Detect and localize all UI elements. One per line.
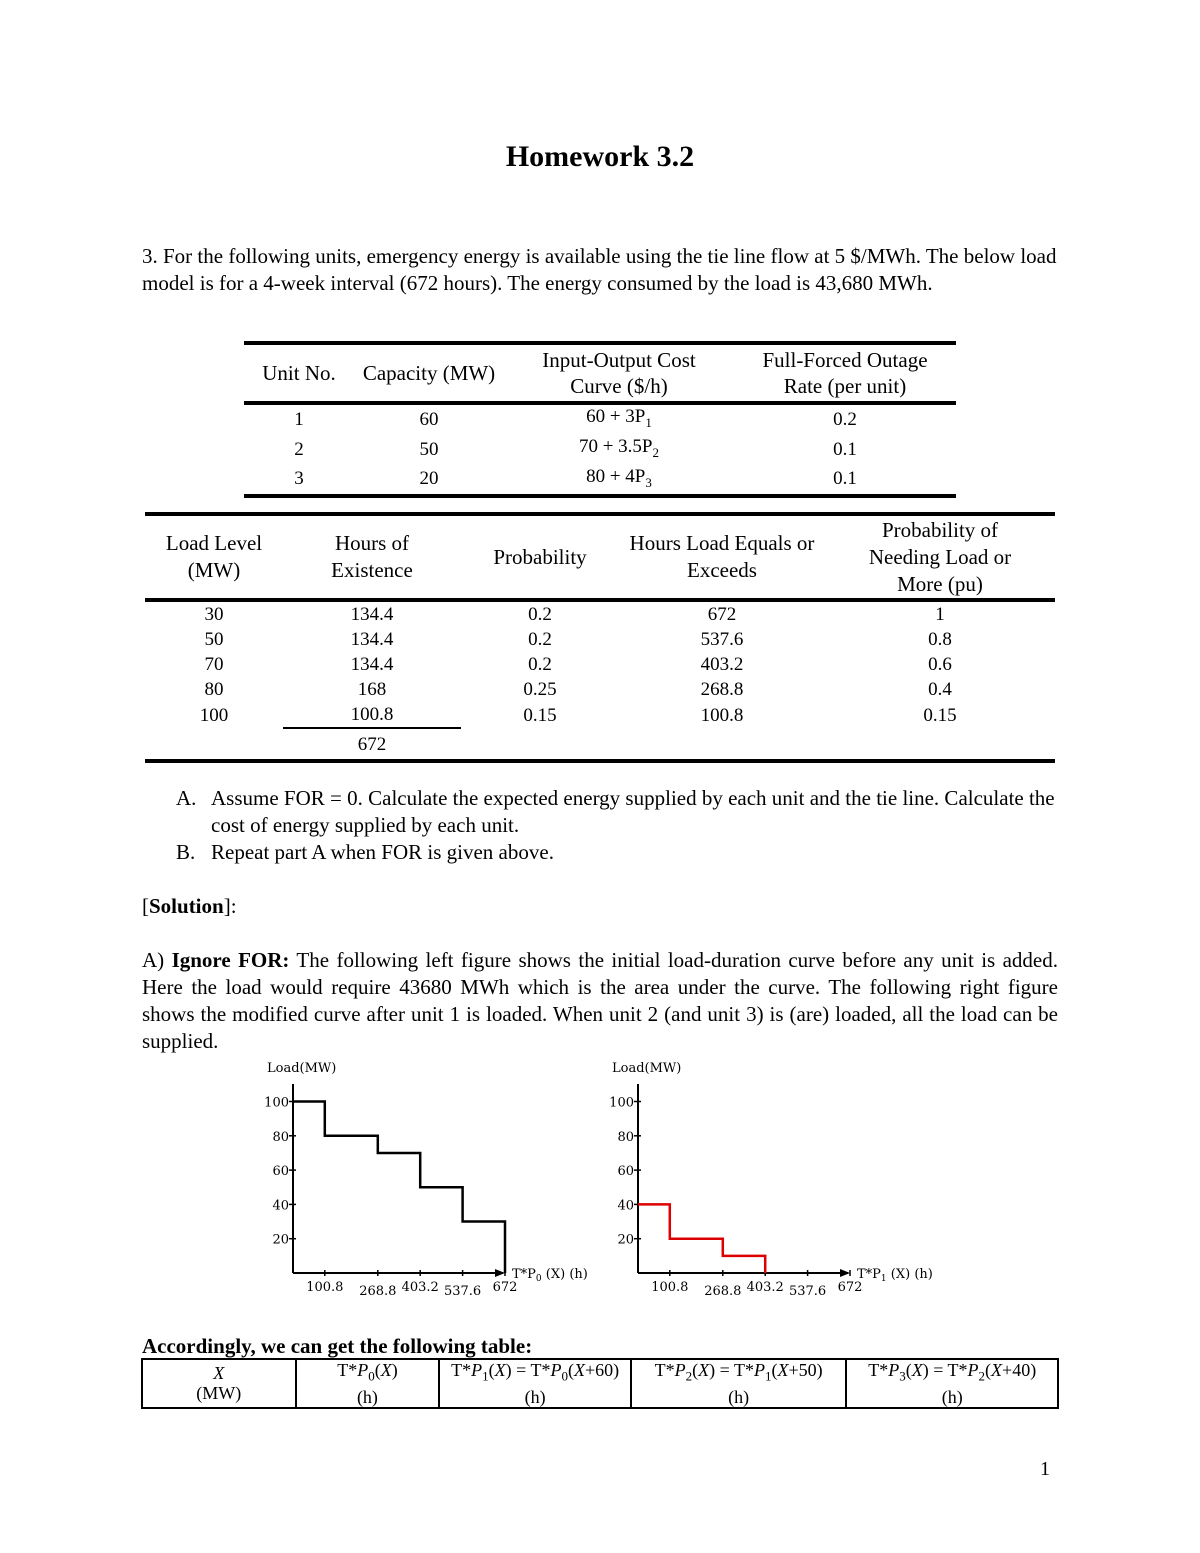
unit-for: 0.1 — [833, 468, 857, 490]
table-intro: Accordingly, we can get the following table: — [142, 1334, 533, 1358]
part-text: Assume FOR = 0. Calculate the expected energy supplied by each unit and the tie line. Calculate the cost of energy supplied by each unit. — [211, 786, 1055, 837]
x-tick-label: 403.2 — [746, 1280, 784, 1295]
load-header-level: Load Level (MW) — [145, 514, 283, 600]
load-duration-curve-initial — [255, 1056, 595, 1304]
unit-no: 2 — [294, 438, 304, 460]
x-tick-label: 100.8 — [306, 1280, 344, 1295]
solution-a-bold: Ignore FOR: — [171, 948, 290, 972]
table-cell: 1 — [935, 604, 945, 625]
table-row — [145, 627, 1055, 652]
units-header-for: Full-Forced Outage Rate (per unit) — [734, 343, 956, 403]
units-table — [244, 341, 956, 498]
y-tick-label: 20 — [272, 1232, 289, 1248]
table-row — [145, 600, 1055, 627]
units-header-cost: Input-Output Cost Curve ($/h) — [504, 343, 734, 403]
page-number: 1 — [1040, 1458, 1050, 1480]
table-cell: 403.2 — [700, 654, 744, 675]
unit-capacity: 20 — [419, 468, 439, 490]
solution-part-a: A) Ignore FOR: The following left figure shows the initial load-duration curve before any unit is added. Here the load would require 43680 MWh which is the area under the curve. The following right figure shows the modified curve after unit 1 is loaded. When unit 2 (and unit 3) is (are) loaded, all the load can be supplied. — [142, 948, 1058, 1053]
y-tick-label: 40 — [272, 1198, 289, 1214]
x-axis-arrow — [495, 1269, 505, 1277]
table-cell: 100.8 — [350, 704, 394, 725]
y-tick-label: 80 — [272, 1129, 289, 1145]
chart-svg — [600, 1056, 945, 1304]
y-axis-label: Load(MW) — [612, 1061, 682, 1076]
table-cell: 0.2 — [528, 604, 552, 625]
x-tick-label: 672 — [837, 1280, 863, 1295]
y-tick-label: 80 — [617, 1129, 634, 1145]
chart-svg — [255, 1056, 595, 1304]
table-cell: 134.4 — [350, 654, 394, 675]
x-axis-label: $T*P_1$ (X) (h) — [857, 1267, 933, 1284]
table-row — [244, 435, 956, 465]
unit-no: 3 — [294, 468, 304, 490]
part-text: Repeat part A when FOR is given above. — [211, 840, 554, 864]
table-cell: 0.15 — [523, 704, 557, 726]
unit-no: 1 — [294, 408, 304, 430]
table-cell: 100.8 — [700, 704, 744, 726]
table-cell: 0.2 — [528, 629, 552, 650]
unit-for: 0.1 — [833, 438, 857, 460]
part-label: B. — [176, 840, 196, 864]
table-cell: 268.8 — [700, 679, 744, 700]
table-row — [145, 702, 1055, 728]
table-cell: 70 — [204, 654, 224, 675]
load-header-hours: Hours of Existence — [283, 514, 461, 600]
x-tick-label: 403.2 — [401, 1280, 439, 1295]
page-title: Homework 3.2 — [505, 140, 695, 173]
table-cell: 0.15 — [923, 704, 957, 726]
question-part-b — [176, 839, 1056, 866]
x-tick-label: 672 — [492, 1280, 518, 1295]
part-label: A. — [176, 786, 197, 810]
units-header-unit: Unit No. — [244, 343, 354, 403]
total-hours: 672 — [283, 728, 461, 761]
unit-cost-curve: $70 + 3.5P_2$ — [578, 435, 660, 460]
table-row — [145, 677, 1055, 702]
y-axis-label: Load(MW) — [267, 1061, 337, 1076]
table-cell: 50 — [204, 629, 224, 650]
unit-capacity: 50 — [419, 438, 439, 460]
unit-capacity: 60 — [419, 408, 439, 430]
load-header-exceeds: Hours Load Equals or Exceeds — [619, 514, 825, 600]
table-cell: 0.6 — [928, 654, 952, 675]
total-row — [145, 728, 1055, 761]
table-cell: 672 — [707, 604, 737, 625]
header-x: X (MW) — [142, 1359, 296, 1408]
x-tick-label: 100.8 — [651, 1280, 689, 1295]
y-tick-label: 100 — [264, 1095, 289, 1111]
y-tick-label: 20 — [617, 1232, 634, 1248]
unit-cost-curve: $60 + 3P_1$ — [586, 406, 652, 430]
table-cell: 134.4 — [350, 629, 394, 650]
units-header-capacity: Capacity (MW) — [354, 343, 504, 403]
y-tick-label: 40 — [617, 1198, 634, 1214]
table-cell: 0.8 — [928, 629, 952, 650]
equivalent-load-table — [141, 1358, 1059, 1409]
header-p3: $T*P_3(X) = T*P_2(X+40)$ (h) — [846, 1359, 1058, 1408]
table-cell: 0.25 — [523, 679, 557, 700]
x-tick-label: 537.6 — [788, 1284, 827, 1299]
x-tick-label: 537.6 — [443, 1284, 482, 1299]
unit-cost-curve: $80 + 4P_3$ — [586, 465, 652, 490]
table-cell: 168 — [357, 679, 387, 700]
table-row — [244, 465, 956, 497]
header-p1: $T*P_1(X) = T*P_0(X+60)$ (h) — [439, 1359, 631, 1408]
load-header-needing: Probability of Needing Load or More (pu) — [825, 514, 1055, 600]
load-duration-curve — [638, 1204, 765, 1273]
table-cell: 100 — [199, 704, 229, 726]
problem-statement: 3. For the following units, emergency energy is available using the tie line flow at 5 $/MWh. The below load model is for a 4-week interval (672 hours). The energy consumed by the load is 43,680 MWh. — [142, 244, 1057, 295]
table-row — [244, 403, 956, 435]
x-tick-label: 268.8 — [704, 1284, 742, 1299]
y-tick-label: 60 — [272, 1164, 289, 1180]
x-axis-arrow — [840, 1269, 850, 1277]
table-cell: 537.6 — [700, 629, 744, 650]
question-parts — [176, 785, 1056, 866]
unit-for: 0.2 — [833, 408, 857, 430]
header-p2: $T*P_2(X) = T*P_1(X+50)$ (h) — [631, 1359, 847, 1408]
table-row — [145, 652, 1055, 677]
load-duration-curve-after-unit1 — [600, 1056, 945, 1304]
table-cell: 0.2 — [528, 654, 552, 675]
table-cell: 134.4 — [350, 604, 394, 625]
table-cell: 30 — [204, 604, 224, 625]
y-tick-label: 60 — [617, 1164, 634, 1180]
y-tick-label: 100 — [609, 1095, 634, 1111]
table-cell: 80 — [204, 679, 224, 700]
load-duration-curve — [293, 1102, 505, 1274]
x-tick-label: 268.8 — [359, 1284, 397, 1299]
table-cell: 0.4 — [928, 679, 952, 700]
load-header-probability: Probability — [461, 514, 619, 600]
question-part-a — [176, 785, 1056, 839]
header-p0: $T*P_0(X)$ (h) — [296, 1359, 440, 1408]
x-axis-label: $T*P_0$ (X) (h) — [512, 1267, 588, 1284]
load-model-table — [145, 512, 1055, 763]
solution-heading: [Solution]: — [142, 894, 237, 918]
